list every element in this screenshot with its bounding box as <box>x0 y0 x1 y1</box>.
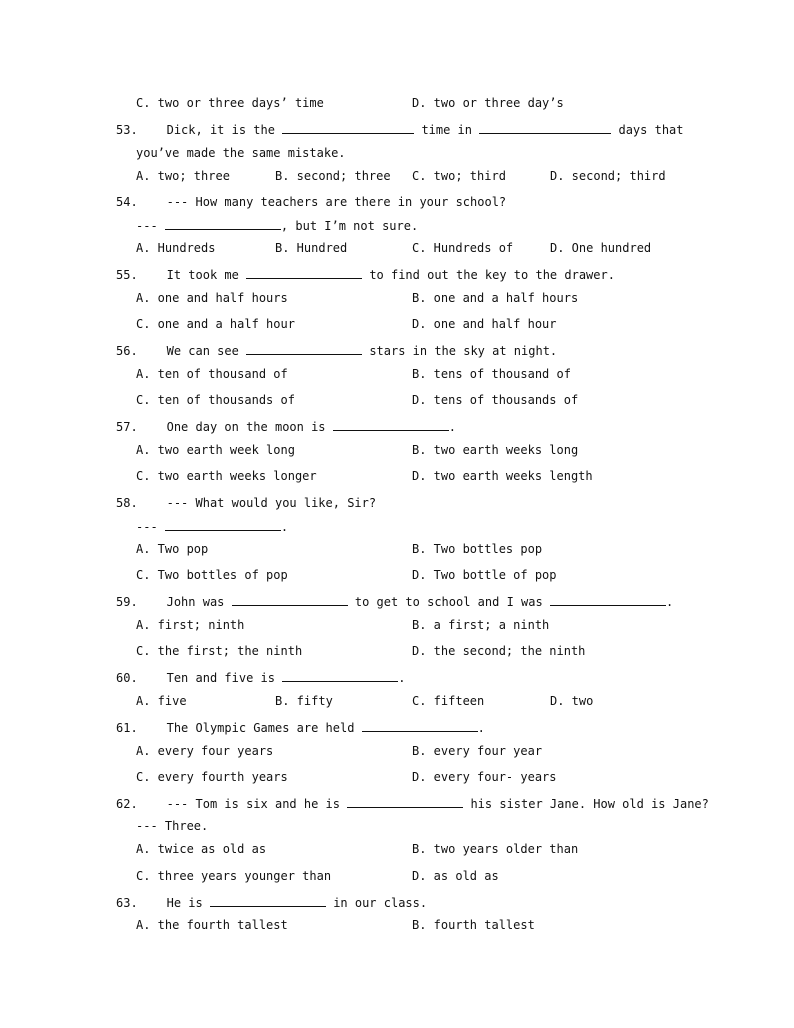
q55-option-a: A. one and half hours <box>136 291 288 305</box>
q54-option-d: D. One hundred <box>550 241 652 255</box>
answer-blank <box>246 267 362 279</box>
question-number: 53. <box>116 123 138 137</box>
answer-blank <box>333 419 449 431</box>
q62-stem: 62. --- Tom is six and he is his sister Jane. How old is Jane? <box>116 797 709 811</box>
q63-option-b: B. fourth tallest <box>412 918 535 932</box>
q59-option-b: B. a first; a ninth <box>412 618 550 632</box>
q59-option-c: C. the first; the ninth <box>136 644 303 658</box>
answer-blank <box>347 796 463 808</box>
question-number: 54. <box>116 195 138 209</box>
q62-option-d: D. as old as <box>412 869 499 883</box>
q56-option-b: B. tens of thousand of <box>412 367 571 381</box>
q60-option-a: A. five <box>136 694 187 708</box>
q57-stem: 57. One day on the moon is . <box>116 420 457 434</box>
q58-option-a: A. Two pop <box>136 542 209 556</box>
q63-stem: 63. He is in our class. <box>116 896 428 910</box>
q56-stem: 56. We can see stars in the sky at night. <box>116 344 558 358</box>
q55-option-c: C. one and a half hour <box>136 317 295 331</box>
q53-stem: 53. Dick, it is the time in days that <box>116 123 684 137</box>
q54-option-c: C. Hundreds of <box>412 241 514 255</box>
q55-option-b: B. one and a half hours <box>412 291 579 305</box>
q60-option-c: C. fifteen <box>412 694 485 708</box>
question-number: 61. <box>116 721 138 735</box>
q55-option-d: D. one and half hour <box>412 317 557 331</box>
answer-blank <box>550 594 666 606</box>
q58-option-c: C. Two bottles of pop <box>136 568 288 582</box>
q58-option-b: B. Two bottles pop <box>412 542 543 556</box>
q57-option-c: C. two earth weeks longer <box>136 469 317 483</box>
q61-option-d: D. every four- years <box>412 770 557 784</box>
question-number: 62. <box>116 797 138 811</box>
q58-answer-line: --- . <box>136 520 289 534</box>
answer-blank <box>165 519 281 531</box>
answer-blank <box>282 122 414 134</box>
q53-option-c: C. two; third <box>412 169 506 183</box>
q59-stem: 59. John was to get to school and I was . <box>116 595 674 609</box>
q62-answer-line: --- Three. <box>136 819 209 833</box>
question-number: 59. <box>116 595 138 609</box>
q61-option-a: A. every four years <box>136 744 274 758</box>
q61-option-c: C. every fourth years <box>136 770 288 784</box>
q58-option-d: D. Two bottle of pop <box>412 568 557 582</box>
q60-option-b: B. fifty <box>275 694 333 708</box>
q53-option-b: B. second; three <box>275 169 391 183</box>
q58-stem: 58. --- What would you like, Sir? <box>116 496 377 510</box>
q53-stem-line2: you’ve made the same mistake. <box>136 146 346 160</box>
answer-blank <box>165 218 281 230</box>
q54-option-b: B. Hundred <box>275 241 348 255</box>
q62-option-c: C. three years younger than <box>136 869 332 883</box>
q54-stem: 54. --- How many teachers are there in your school? <box>116 195 507 209</box>
question-number: 55. <box>116 268 138 282</box>
q53-option-d: D. second; third <box>550 169 666 183</box>
question-number: 58. <box>116 496 138 510</box>
answer-blank <box>479 122 611 134</box>
q56-option-d: D. tens of thousands of <box>412 393 579 407</box>
question-number: 60. <box>116 671 138 685</box>
answer-blank <box>282 670 398 682</box>
q62-option-b: B. two years older than <box>412 842 579 856</box>
q59-option-d: D. the second; the ninth <box>412 644 586 658</box>
q57-option-b: B. two earth weeks long <box>412 443 579 457</box>
question-number: 63. <box>116 896 138 910</box>
q62-option-a: A. twice as old as <box>136 842 267 856</box>
q57-option-a: A. two earth week long <box>136 443 295 457</box>
q60-stem: 60. Ten and five is . <box>116 671 406 685</box>
answer-blank <box>246 343 362 355</box>
q52-option-d: D. two or three day’s <box>412 96 564 110</box>
q60-option-d: D. two <box>550 694 594 708</box>
q55-stem: 55. It took me to find out the key to the drawer. <box>116 268 615 282</box>
q63-option-a: A. the fourth tallest <box>136 918 288 932</box>
q54-option-a: A. Hundreds <box>136 241 216 255</box>
question-number: 56. <box>116 344 138 358</box>
q61-option-b: B. every four year <box>412 744 543 758</box>
q59-option-a: A. first; ninth <box>136 618 245 632</box>
answer-blank <box>210 895 326 907</box>
q61-stem: 61. The Olympic Games are held . <box>116 721 485 735</box>
answer-blank <box>232 594 348 606</box>
question-number: 57. <box>116 420 138 434</box>
q57-option-d: D. two earth weeks length <box>412 469 593 483</box>
q52-option-c: C. two or three days’ time <box>136 96 324 110</box>
q53-option-a: A. two; three <box>136 169 230 183</box>
answer-blank <box>362 720 478 732</box>
q56-option-c: C. ten of thousands of <box>136 393 295 407</box>
q56-option-a: A. ten of thousand of <box>136 367 288 381</box>
q54-answer-line: --- , but I’m not sure. <box>136 219 419 233</box>
